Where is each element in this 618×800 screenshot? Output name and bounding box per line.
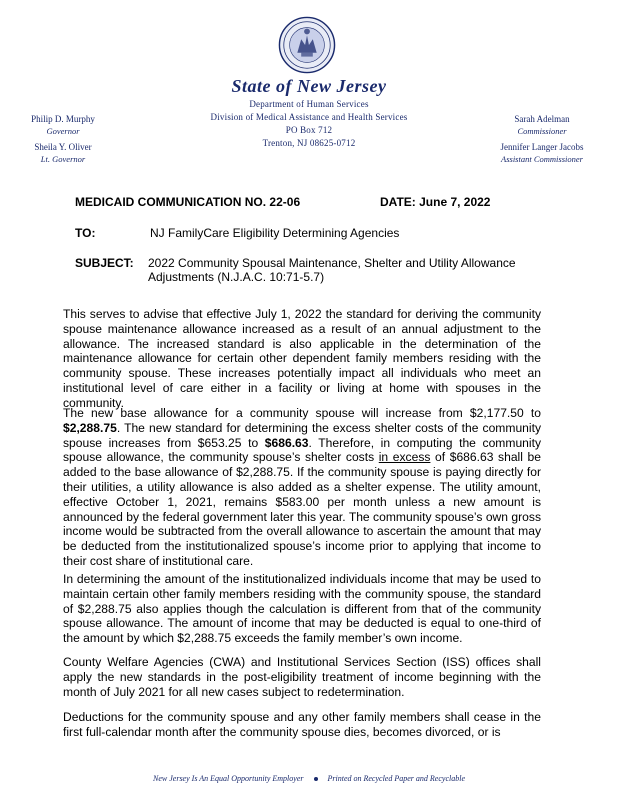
communication-date: DATE: June 7, 2022 (380, 195, 491, 209)
subject-label: SUBJECT: (75, 256, 134, 270)
text-run: The new base allowance for a community spouse will increase from $2,177.50 to (63, 406, 541, 420)
to-label: TO: (75, 226, 96, 240)
department-name: Department of Human Services (249, 99, 369, 109)
text-run: . Therefore, in computing the community spouse allowance, the community spouse’s shelter costs (63, 435, 541, 465)
paragraph-5: Deductions for the community spouse and any other family members shall cease in the first full-calendar month after the community spouse dies, becomes divorced, or is (63, 710, 541, 739)
official-role: Governor (46, 126, 80, 136)
state-title: State of New Jersey (231, 76, 387, 96)
assistant-commissioner-block (472, 141, 612, 165)
official-name: Sheila Y. Oliver (34, 142, 92, 152)
subject-line: Adjustments (N.J.A.C. 10:71-5.7) (148, 270, 325, 284)
to-value: NJ FamilyCare Eligibility Determining Agencies (150, 226, 400, 240)
official-role: Commissioner (517, 126, 567, 136)
lt-governor-block (8, 141, 118, 165)
paragraph-3: In determining the amount of the institutionalized individuals income that may be used to maintain certain other family members residing with the community spouse, the standard of $2,288.75 also applies though the calculation is different from that of the community spouse allowance. The amount of income that may be deducted is equal to one-third of the amount by which $2,288.75 exceeds the family member’s own income. (63, 572, 541, 646)
official-name: Philip D. Murphy (31, 114, 95, 124)
paragraph-4: County Welfare Agencies (CWA) and Institutional Services Section (ISS) offices shall apply the new standards in the post-eligibility treatment of income beginning with the month of July 2021 for all new cases subject to redetermination. (63, 655, 541, 699)
city-address: Trenton, NJ 08625-0712 (262, 138, 356, 148)
subject-line: 2022 Community Spousal Maintenance, Shelter and Utility Allowance (148, 256, 516, 270)
commissioner-block (478, 113, 606, 137)
official-name: Sarah Adelman (514, 114, 570, 124)
footer-recycled: Printed on Recycled Paper and Recyclable (327, 774, 465, 783)
paragraph-1: This serves to advise that effective July 1, 2022 the standard for deriving the community spouse maintenance allowance increased as a result of an annual adjustment to the allowance. The increased standard is also applicable in the determination of the maintenance allowance for certain other dependent family members residing with the community spouse. These increases potentially impact all individuals who meet an institutional level of care either in a facility or living at home with spouses in the community. (63, 307, 541, 410)
text-run: . The new standard for determining the excess shelter costs of the community spouse increases from $653.25 to (63, 420, 541, 450)
bullet-icon (314, 777, 318, 781)
po-box: PO Box 712 (285, 125, 333, 135)
subject-text (148, 256, 516, 284)
official-role: Lt. Governor (40, 154, 86, 164)
communication-number: MEDICAID COMMUNICATION NO. 22-06 (75, 195, 301, 209)
governor-block (8, 113, 118, 137)
official-role: Assistant Commissioner (501, 154, 583, 164)
paragraph-2 (63, 406, 541, 569)
emphasis-in-excess: in excess (378, 450, 431, 465)
official-name: Jennifer Langer Jacobs (500, 142, 584, 152)
division-name: Division of Medical Assistance and Health Services (210, 112, 408, 122)
footer (0, 774, 618, 783)
footer-equal-opportunity: New Jersey Is An Equal Opportunity Employer (153, 774, 304, 783)
state-seal-icon (278, 16, 336, 74)
base-allowance-amount: $2,288.75 (63, 420, 117, 435)
text-run: of $686.63 shall be added to the base allowance of $2,288.75. If the community spouse is paying directly for their utilities, a utility allowance is also added as a shelter expense. The utility amount, effective October 1, 2021, remains $583.00 per month unless a new amount is announced by the federal government later this year. The community spouse’s own gross income would be subtracted from the overall allowance to ascertain the amount that may be deducted from the institutionalized spouse’s income prior to applying that income to their cost share of institutional care. (63, 450, 541, 568)
shelter-standard-amount: $686.63 (264, 435, 309, 450)
